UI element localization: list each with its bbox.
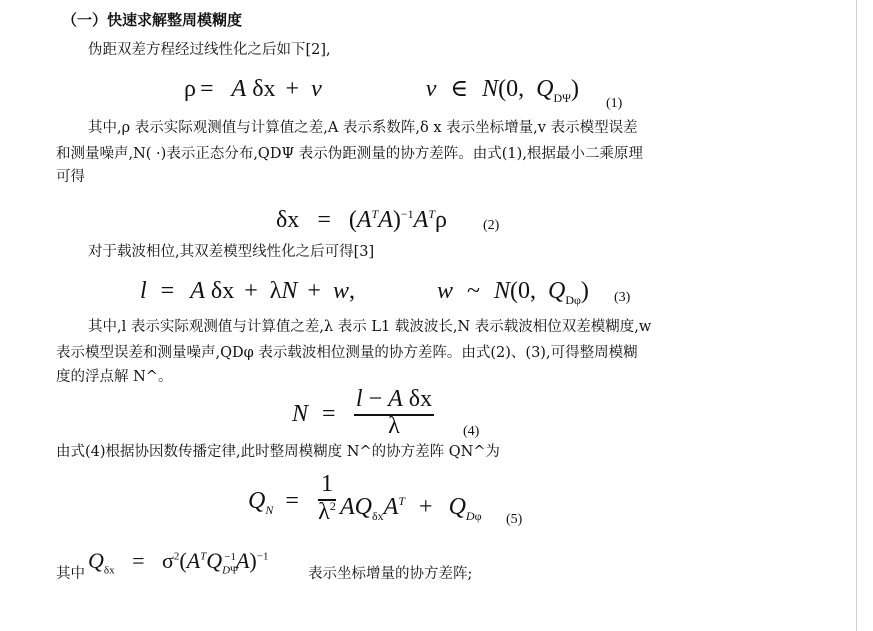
equation-5-numerator: 1 — [321, 471, 333, 497]
equation-2: $\delta x = (A^TA)^{-1}A^T\rho$ — [276, 207, 448, 233]
equation-4-number: (4) — [463, 424, 480, 439]
equation-5-lhs: $Q_N$ = — [248, 488, 299, 517]
equation-3: l = A δx + λN + w, w ~ N(0, $Q_{D\varphi}$) — [140, 278, 589, 307]
equation-4-lhs: N = — [292, 401, 336, 427]
paragraph-carrier-intro: 对于载波相位,其双差模型线性化之后可得[3] — [88, 244, 375, 260]
paragraph-symbols-line-2: 和测量噪声,N( ·)表示正态分布,QDΨ 表示伪距测量的协方差阵。由式(1),根据最小二乘原理 — [56, 146, 643, 162]
equation-3-number: (3) — [614, 290, 631, 305]
equation-1-number: (1) — [606, 96, 623, 111]
paragraph-covariance-intro: 由式(4)根据协因数传播定律,此时整周模糊度 N^的协方差阵 QN^为 — [56, 444, 500, 460]
page-right-border — [856, 0, 857, 631]
equation-4-denominator: λ — [388, 413, 400, 439]
equation-1: ρ = A δx + v v ∈ N(0, $Q_{D\Psi}$) — [184, 76, 580, 105]
paragraph-carrier-symbols-line-2: 表示模型误差和测量噪声,QDφ 表示载波相位测量的协方差阵。由式(2)、(3),可得整周模糊 — [56, 345, 638, 361]
section-heading: （一）快速求解整周模糊度 — [62, 11, 243, 29]
paragraph-symbols-line-3: 可得 — [56, 169, 85, 185]
equation-2-number: (2) — [483, 218, 500, 233]
equation-5-number: (5) — [506, 512, 523, 527]
paragraph-final-prefix: 其中 — [56, 566, 85, 582]
paragraph-final-suffix: 表示坐标增量的协方差阵; — [308, 566, 473, 582]
paragraph-carrier-symbols-line-3: 度的浮点解 N^。 — [56, 369, 173, 385]
paragraph-symbols-line-1: 其中,ρ 表示实际观测值与计算值之差,A 表示系数阵,δ x 表示坐标增量,v 表示模型误差 — [88, 120, 638, 136]
equation-4-numerator: l − A δx — [355, 386, 433, 412]
equation-inline-q-dx: $Q_{\delta x} = \sigma^2(A^TQ_{D\Psi}^{-1}A)^{-1}$ — [88, 548, 269, 577]
paragraph-carrier-symbols-line-1: 其中,l 表示实际观测值与计算值之差,λ 表示 L1 载波波长,N 表示载波相位双差模糊度,w — [88, 319, 652, 335]
equation-5-rhs: $AQ_{\delta x}A^T + Q_{D\varphi}$ — [340, 494, 482, 523]
equation-5-denominator: $\lambda^2$ — [318, 499, 336, 525]
paragraph-pseudorange-intro: 伪距双差方程经过线性化之后如下[2], — [88, 42, 331, 58]
